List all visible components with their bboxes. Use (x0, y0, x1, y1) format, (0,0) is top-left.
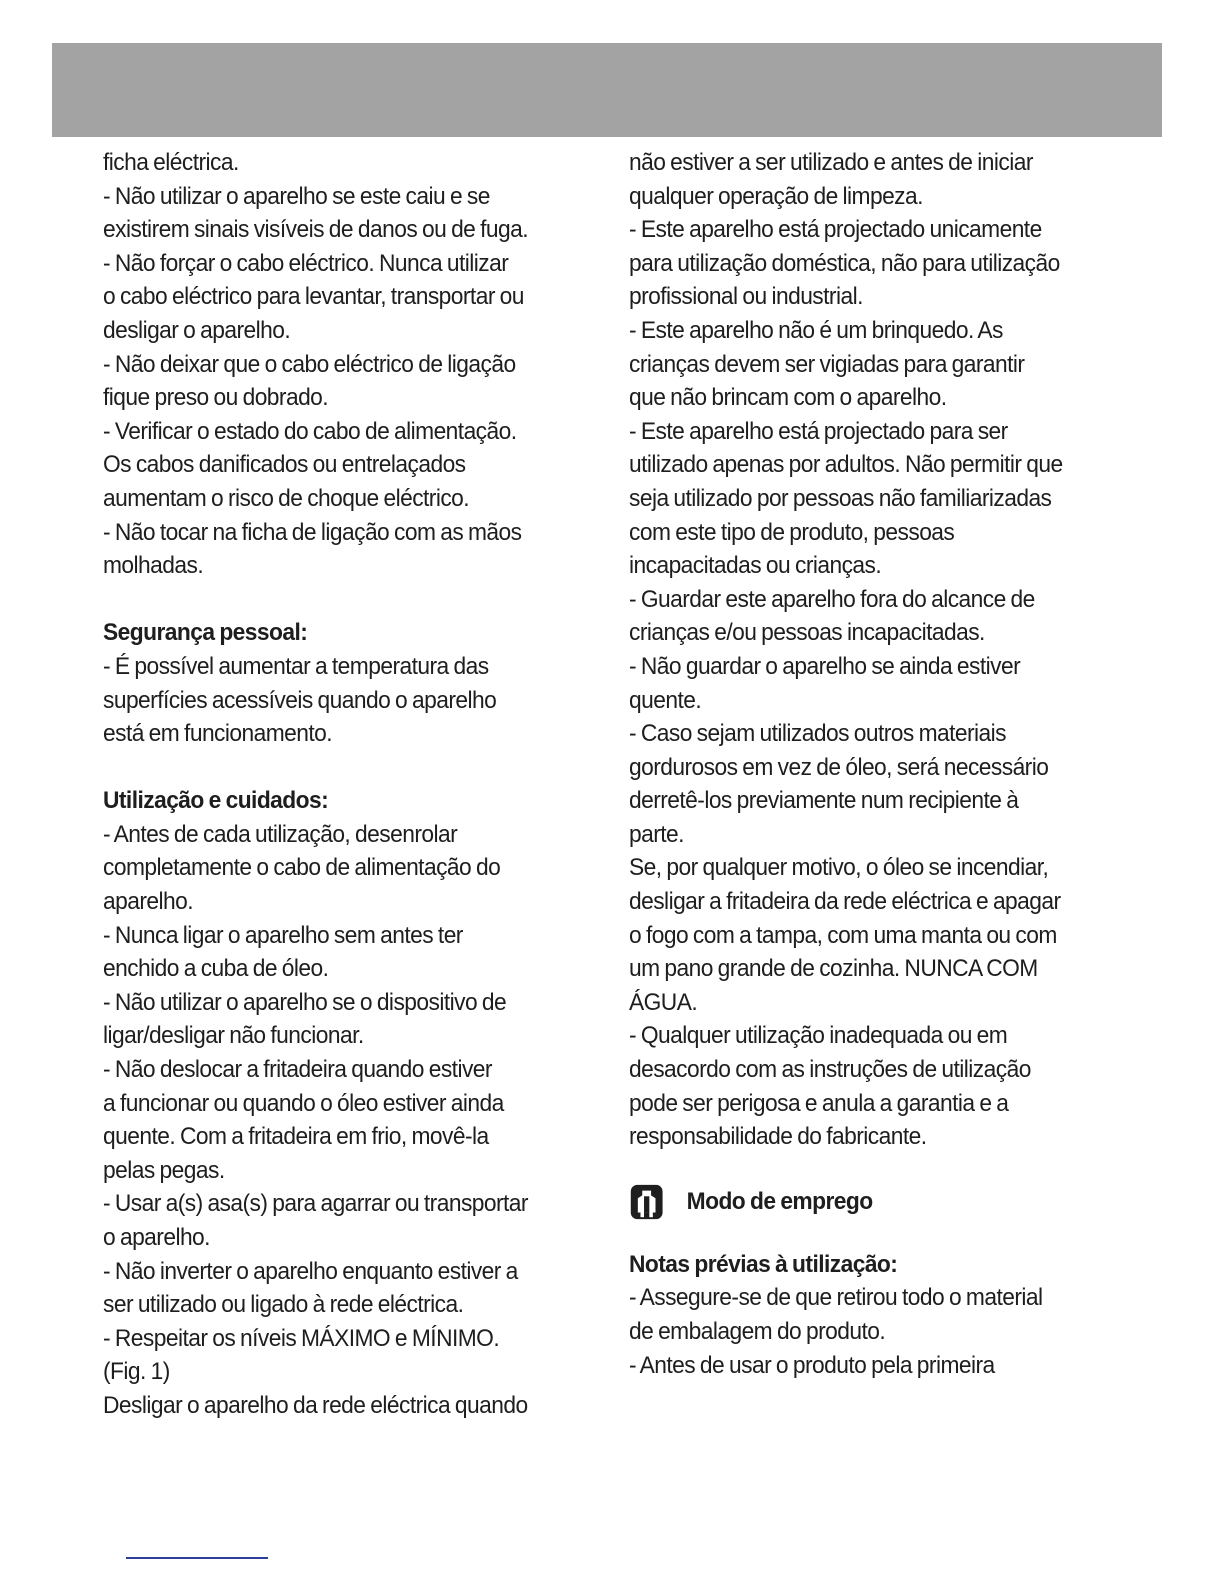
text-line: - Verificar o estado do cabo de alimentação. (103, 417, 517, 445)
text-line: (Fig. 1) (103, 1358, 170, 1386)
text-line: profissional ou industrial. (629, 283, 863, 311)
paragraph-gap (103, 583, 577, 617)
text-line: - Qualquer utilização inadequada ou em (629, 1022, 1008, 1050)
notes-heading: Notas prévias à utilização: (629, 1250, 898, 1278)
footer-rule (126, 1557, 268, 1559)
personal-safety-heading: Segurança pessoal: (103, 619, 308, 647)
header-band (52, 43, 1162, 137)
text-line: para utilização doméstica, não para utilização (629, 249, 1060, 277)
text-line: - Não utilizar o aparelho se este caiu e se (103, 182, 490, 210)
text-line: utilizado apenas por adultos. Não permitir que (629, 451, 1063, 479)
text-line: - É possível aumentar a temperatura das (103, 652, 489, 680)
text-line: com este tipo de produto, pessoas (629, 518, 955, 546)
left-column (103, 146, 577, 1423)
text-line: ser utilizado ou ligado à rede eléctrica. (103, 1291, 464, 1319)
text-line: desacordo com as instruções de utilização (629, 1056, 1031, 1084)
text-line: qualquer operação de limpeza. (629, 182, 923, 210)
use-care-heading: Utilização e cuidados: (103, 787, 329, 815)
text-line: que não brincam com o aparelho. (629, 384, 947, 412)
left-block-2 (103, 650, 577, 751)
text-line: Se, por qualquer motivo, o óleo se incendiar, (629, 854, 1049, 882)
text-line: - Nunca ligar o aparelho sem antes ter (103, 921, 463, 949)
text-line: - Não forçar o cabo eléctrico. Nunca utilizar (103, 249, 509, 277)
text-line: o fogo com a tampa, com uma manta ou com (629, 921, 1057, 949)
text-line: - Guardar este aparelho fora do alcance de (629, 585, 1035, 613)
text-line: o cabo eléctrico para levantar, transportar ou (103, 283, 524, 311)
text-line: - Respeitar os níveis MÁXIMO e MÍNIMO. (103, 1324, 500, 1352)
text-line: crianças devem ser vigiadas para garantir (629, 350, 1025, 378)
paragraph-gap (103, 751, 577, 785)
text-line: responsabilidade do fabricante. (629, 1123, 927, 1151)
right-block-1 (629, 146, 1108, 1154)
text-line: completamente o cabo de alimentação do (103, 854, 501, 882)
text-line: Desligar o aparelho da rede eléctrica quando (103, 1391, 528, 1419)
left-block-1 (103, 146, 577, 583)
text-line: o aparelho. (103, 1224, 210, 1251)
text-line: - Este aparelho não é um brinquedo. As (629, 316, 1003, 344)
text-line: ligar/desligar não funcionar. (103, 1022, 364, 1050)
text-line: não estiver a ser utilizado e antes de iniciar (629, 149, 1033, 176)
text-line: - Usar a(s) asa(s) para agarrar ou transportar (103, 1190, 528, 1218)
text-line: - Caso sejam utilizados outros materiais (629, 720, 1006, 748)
text-line: gordurosos em vez de óleo, será necessário (629, 753, 1049, 781)
text-line: parte. (629, 820, 684, 848)
text-line: - Não utilizar o aparelho se o dispositivo de (103, 988, 507, 1016)
text-line: - Assegure-se de que retirou todo o material (629, 1284, 1043, 1312)
text-line: quente. (629, 686, 702, 714)
text-line: aumentam o risco de choque eléctrico. (103, 484, 470, 512)
text-line: superfícies acessíveis quando o aparelho (103, 686, 497, 714)
text-line: derretê-los previamente num recipiente à (629, 787, 1019, 815)
text-line: - Antes de usar o produto pela primeira (629, 1351, 995, 1379)
right-column (629, 146, 1108, 1382)
text-line: - Este aparelho está projectado para ser (629, 417, 1008, 445)
text-line: pode ser perigosa e anula a garantia e a (629, 1089, 1009, 1117)
text-line: de embalagem do produto. (629, 1318, 886, 1345)
text-line: - Não deixar que o cabo eléctrico de ligação (103, 350, 516, 378)
text-line: a funcionar ou quando o óleo estiver ainda (103, 1089, 504, 1117)
text-line: desligar a fritadeira da rede eléctrica e apagar (629, 888, 1061, 916)
text-line: - Não deslocar a fritadeira quando estiver (103, 1056, 492, 1084)
text-line: existirem sinais visíveis de danos ou de fuga. (103, 216, 529, 244)
text-line: - Não guardar o aparelho se ainda estiver (629, 652, 1021, 680)
text-line: fique preso ou dobrado. (103, 384, 329, 412)
left-block-3 (103, 818, 577, 1423)
text-line: aparelho. (103, 888, 193, 916)
text-line: seja utilizado por pessoas não familiarizadas (629, 484, 1052, 512)
text-line: um pano grande de cozinha. NUNCA COM (629, 955, 1038, 983)
text-line: desligar o aparelho. (103, 316, 291, 344)
text-line: ÁGUA. (629, 988, 698, 1016)
text-line: crianças e/ou pessoas incapacitadas. (629, 619, 985, 647)
text-line: Os cabos danificados ou entrelaçados (103, 451, 466, 479)
text-line: - Não inverter o aparelho enquanto estiver a (103, 1257, 518, 1285)
text-line: ficha eléctrica. (103, 149, 239, 176)
text-line: - Este aparelho está projectado unicamente (629, 216, 1042, 244)
section-header (629, 1172, 1108, 1232)
text-line: molhadas. (103, 552, 204, 580)
section-title: Modo de emprego (686, 1188, 873, 1216)
text-line: - Não tocar na ficha de ligação com as mãos (103, 518, 522, 546)
text-line: incapacitadas ou crianças. (629, 552, 882, 580)
text-line: está em funcionamento. (103, 720, 333, 748)
text-line: quente. Com a fritadeira em frio, movê-la (103, 1123, 489, 1151)
appliance-icon (629, 1183, 664, 1221)
text-line: - Antes de cada utilização, desenrolar (103, 820, 458, 848)
text-line: enchido a cuba de óleo. (103, 955, 329, 983)
right-block-2 (629, 1281, 1108, 1382)
text-line: pelas pegas. (103, 1156, 225, 1184)
